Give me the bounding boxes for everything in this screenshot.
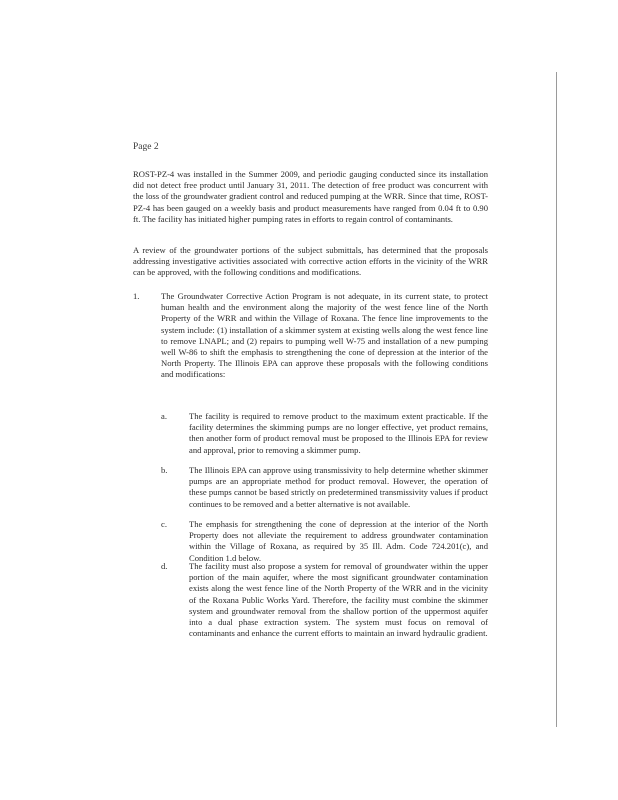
subitem-text-c: The emphasis for strengthening the cone of depression at the interior of the North Property does not alleviate the requirement to address groundwater contamination within the Village of Roxana, as required by 35 Ill. Adm. Code 724.201(c), and Condition 1.d below. — [189, 519, 488, 563]
paragraph-review-summary: A review of the groundwater portions of the subject submittals, has determined that the proposals addressing investigative activities associated with corrective action efforts in the vicinity of the WRR can be approved, with the following conditions and modifications. — [133, 245, 488, 278]
subitem-letter-c: c. — [161, 519, 167, 529]
subitem-letter-d: d. — [161, 561, 168, 571]
subitem-text-a: The facility is required to remove product to the maximum extent practicable. If the facility determines the skimming pumps are no longer effective, yet product remains, then another form of product removal must be proposed to the Illinois EPA for review and approval, prior to removing a skimmer pump. — [189, 411, 488, 455]
page-number-label: Page 2 — [133, 142, 159, 152]
subitem-text-b: The Illinois EPA can approve using transmissivity to help determine whether skimmer pumps are an appropriate method for product removal. However, the operation of these pumps cannot be based strictly on predetermined transmissivity values if product continues to be removed and a better alternative is not available. — [189, 465, 488, 509]
list-item-text: The Groundwater Corrective Action Program is not adequate, in its current state, to protect human health and the environment along the majority of the west fence line of the North Property of the WRR and within the Village of Roxana. The fence line improvements to the system include: (1) installation of a skimmer system at existing wells along the west fence line to remove LNAPL; and (2) repairs to pumping well W-75 and installation of a new pumping well W-86 to shift the emphasis to strengthening the cone of depression at the interior of the North Property. The Illinois EPA can approve these proposals with the following conditions and modifications: — [161, 291, 488, 380]
paragraph-monitoring-history: ROST-PZ-4 was installed in the Summer 2009, and periodic gauging conducted since its installation did not detect free product until January 31, 2011. The detection of free product was concurrent with the loss of the groundwater gradient control and reduced pumping at the WRR. Since that time, ROST-PZ-4 has been gauged on a weekly basis and product measurements have ranged from 0.04 ft to 0.90 ft. The facility has initiated higher pumping rates in efforts to regain control of contaminants. — [133, 169, 488, 224]
list-item-number: 1. — [133, 291, 140, 301]
subitem-text-d: The facility must also propose a system for removal of groundwater within the upper portion of the main aquifer, where the most significant groundwater contamination exists along the west fence line of the North Property of the WRR and in the vicinity of the Roxana Public Works Yard. Therefore, the facility must combine the skimmer system and groundwater removal from the shallow portion of the uppermost aquifer into a dual phase extraction system. The system must focus on removal of contaminants and enhance the current efforts to maintain an inward hydraulic gradient. — [189, 561, 488, 639]
subitem-letter-a: a. — [161, 411, 167, 421]
subitem-letter-b: b. — [161, 465, 168, 475]
page-edge-line — [556, 72, 557, 727]
